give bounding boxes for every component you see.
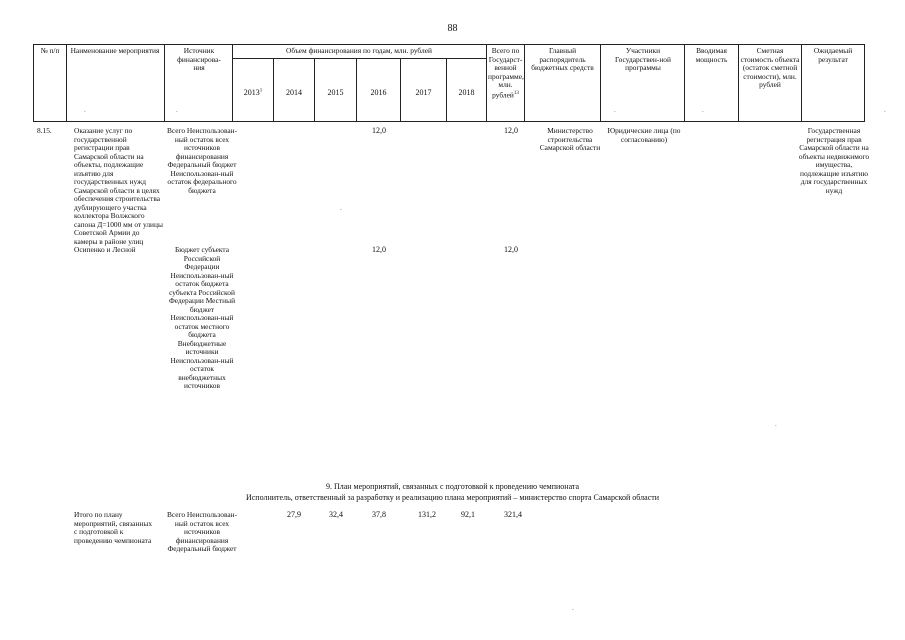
header-table	[33, 44, 865, 122]
row-815-name: Оказание услуг по государственной регистрации прав Самарской области на объекты, подлежащие изъятию для государственных нужд Самарской области в целях обеспечения строительства дублирующего участка коллектора Волжского сапона Д=1000 мм от улицы Советской Армии до камеры в районе улиц Осипенко и Лесной	[74, 126, 163, 254]
header-col-cost: Сметная стоимость объекта (остаток сметной стоимости), млн. рублей	[740, 46, 800, 90]
header-col-num: № п/п	[40, 46, 60, 55]
total-row-value-2017: 92,1	[461, 510, 475, 519]
header-year-2014: 2014	[286, 88, 302, 97]
header-year-2017: 2017	[415, 88, 432, 97]
row-815-2016-total: 12,0	[372, 126, 386, 135]
header-year-2016: 2016	[370, 88, 387, 97]
section-9-executor: Исполнитель, ответственный за разработку и реализацию плана мероприятий – министерство спорта Самарской области	[245, 493, 660, 502]
total-row-source: Всего Неиспользован-ный остаток всех источников финансирования Федеральный бюджет	[166, 510, 238, 553]
total-row-name: Итого по плану мероприятий, связанных с подготовкой к проведению чемпионата	[74, 510, 153, 545]
total-row-value-2015: 37,8	[372, 510, 386, 519]
header-col-capacity: Вводимая мощность	[695, 46, 728, 64]
row-815-participants: Юридические лица (по согласованию)	[607, 126, 681, 144]
scan-speck: .	[340, 204, 342, 212]
scan-speck: .	[572, 604, 574, 612]
page-number: 88	[447, 23, 458, 34]
scan-speck: .	[614, 106, 616, 114]
scan-speck: .	[775, 420, 777, 428]
row-815-source-part1: Всего Неиспользован-ный остаток всех источников финансирования Федеральный бюджет Неиспользован-ный остаток федерального бюджета	[166, 126, 238, 195]
header-col-manager: Главный распорядитель бюджетных средств	[531, 46, 594, 73]
section-9-title: 9. План мероприятий, связанных с подготовкой к проведению чемпионата	[325, 482, 580, 491]
total-row-value-2016: 131,2	[418, 510, 436, 519]
header-year-2015: 2015	[327, 88, 344, 97]
header-year-2018: 2018	[458, 88, 475, 97]
scan-speck: .	[702, 106, 704, 114]
row-815-manager: Министерство строительства Самарской области	[539, 126, 601, 152]
header-year-2013: 2013$^1$	[243, 88, 263, 97]
header-col-result: Ожидаемый результат	[813, 46, 853, 64]
header-col-name: Наименование мероприятия	[70, 46, 160, 55]
total-row-program-total: 321,4	[504, 510, 522, 519]
row-815-2016-subject-budget: 12,0	[372, 245, 386, 254]
total-row-value-2013: 27,9	[287, 510, 301, 519]
row-815-source-part2: Бюджет субъекта Российской Федерации Неиспользован-ный остаток бюджета субъекта Российской Федерации Местный бюджет Неиспользован-ный остаток местного бюджета Внебюджетные источники Неиспользован-ный остаток внебюджетных источников	[168, 245, 236, 390]
row-815-program-total: 12,0	[504, 126, 518, 135]
scan-speck: .	[884, 106, 886, 114]
total-row-value-2014: 32,4	[329, 510, 343, 519]
header-col-volume: Объем финансирования по годам, млн. рублей	[286, 46, 432, 55]
row-815-num: 8.15.	[37, 126, 52, 135]
header-col-total: Всего по Государст-венной программе, млн. рублей$^{13}$	[488, 46, 524, 100]
row-815-program-subject-budget: 12,0	[504, 245, 518, 254]
row-815-result: Государственная регистрация прав Самарской области на объекты недвижимого имущества, подлежащие изъятию для государственных нужд	[798, 126, 870, 195]
scan-speck: .	[176, 106, 178, 114]
header-col-source: Источник финансирова-ния	[177, 46, 221, 73]
scan-speck: .	[84, 106, 86, 114]
header-col-participants: Участники Государствен-ной программы	[615, 46, 671, 73]
